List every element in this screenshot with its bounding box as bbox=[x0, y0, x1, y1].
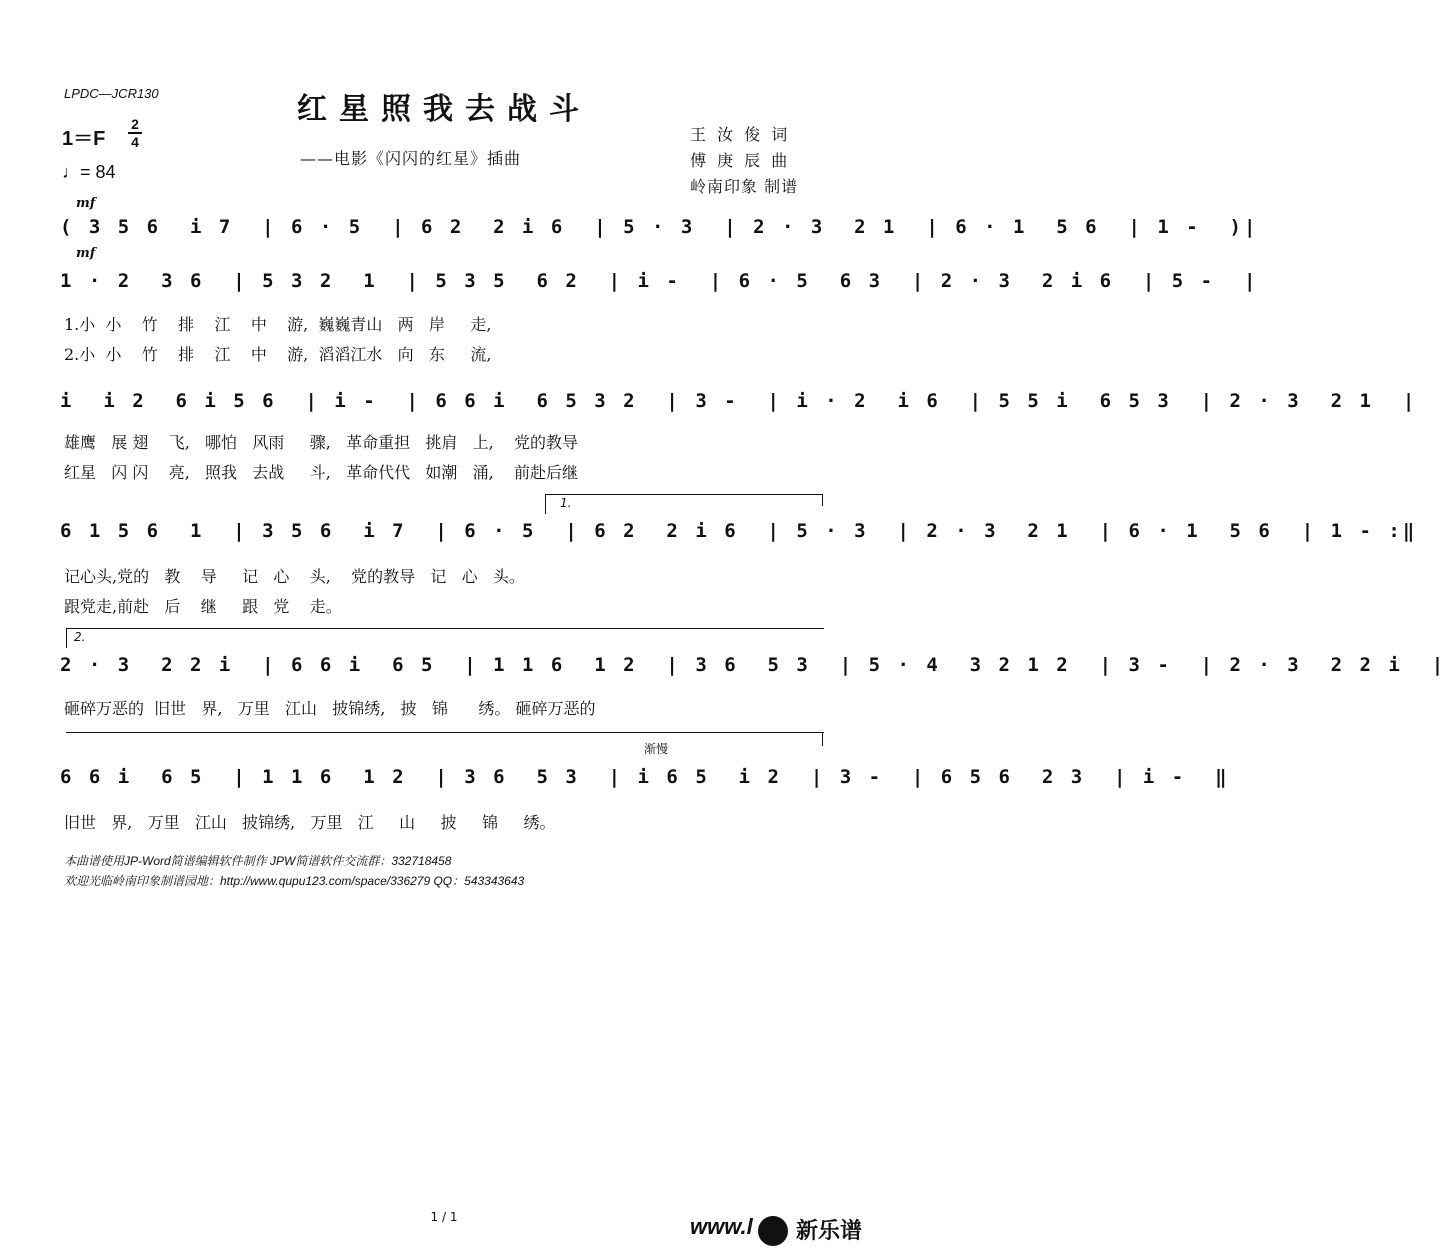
volta-label: 1. bbox=[560, 496, 572, 510]
footer-contact: 欢迎光临岭南印象制谱园地：http://www.qupu123.com/space/336279 QQ：543343643 bbox=[64, 874, 525, 888]
notation-row: 6 6 i 6 5 | 1 1 6 1 2 | 3 6 5 3 | i 6 5 i 2 | 3 - | 6 5 6 2 3 | i - ‖ bbox=[60, 766, 1230, 788]
notation-row: 1 · 2 3 6 | 5 3 2 1 | 5 3 5 6 2 | i - | 6 · 5 6 3 | 2 · 3 2 i 6 | 5 - | bbox=[60, 270, 1259, 292]
time-signature bbox=[128, 116, 142, 150]
record-logo-icon bbox=[758, 1216, 788, 1246]
volta-bracket-left bbox=[545, 494, 546, 514]
lyric-line: 雄鹰 展 翅 飞, 哪怕 风雨 骤, 革命重担 挑肩 上, 党的教导 bbox=[64, 433, 579, 452]
subtitle: ——电影《闪闪的红星》插曲 bbox=[300, 149, 522, 168]
watermark-brand: 新乐谱 bbox=[796, 1219, 863, 1244]
key-signature: 1＝F bbox=[62, 128, 106, 150]
volta-label: 2. bbox=[74, 630, 86, 644]
page-number: 1 / 1 bbox=[430, 1210, 458, 1224]
lyric-line: 2.小 小 竹 排 江 中 游, 滔滔江水 向 东 流, bbox=[64, 345, 492, 364]
score-code: LPDC—JCR130 bbox=[64, 86, 159, 101]
dynamic-mf: mf bbox=[76, 196, 96, 211]
volta-bracket bbox=[66, 628, 824, 629]
volta-bracket bbox=[66, 732, 824, 733]
lyric-line: 跟党走,前赴 后 继 跟 党 走。 bbox=[64, 597, 342, 616]
time-top: 2 bbox=[131, 116, 139, 132]
lyric-line: 旧世 界, 万里 江山 披锦绣, 万里 江 山 披 锦 绣。 bbox=[64, 813, 556, 832]
notation-row: i i 2 6 i 5 6 | i - | 6 6 i 6 5 3 2 | 3 - | i · 2 i 6 | 5 5 i 6 5 3 | 2 · 3 2 1 | bbox=[60, 390, 1418, 412]
composer-credit: 傅 庚 辰 曲 bbox=[690, 151, 791, 170]
footer-software-note: 本曲谱使用JP-Word简谱编辑软件制作 JPW简谱软件交流群：332718458 bbox=[64, 854, 452, 868]
watermark-url: www.l bbox=[690, 1214, 753, 1239]
lyric-line: 记心头,党的 教 导 记 心 头, 党的教导 记 心 头。 bbox=[64, 567, 525, 586]
arranger-credit: 岭南印象 制谱 bbox=[690, 177, 799, 196]
dynamic-mf: mf bbox=[76, 246, 96, 261]
notation-row-intro: ( 3 5 6 i 7 | 6 · 5 | 6 2 2 i 6 | 5 · 3 | 2 · 3 2 1 | 6 · 1 5 6 | 1 - )| bbox=[60, 216, 1259, 238]
tempo-change-mark: 渐慢 bbox=[644, 742, 669, 756]
lyric-line: 砸碎万恶的 旧世 界, 万里 江山 披锦绣, 披 锦 绣。 砸碎万恶的 bbox=[64, 699, 596, 718]
notation-row: 6 1 5 6 1 | 3 5 6 i 7 | 6 · 5 | 6 2 2 i 6 | 5 · 3 | 2 · 3 2 1 | 6 · 1 5 6 | 1 - :‖ bbox=[60, 520, 1418, 542]
lyric-line: 1.小 小 竹 排 江 中 游, 巍巍青山 两 岸 走, bbox=[64, 315, 492, 334]
volta-bracket-right bbox=[822, 732, 823, 746]
page-title: 红星照我去战斗 bbox=[297, 92, 591, 127]
time-bottom: 4 bbox=[131, 134, 139, 150]
lyricist-credit: 王 汝 俊 词 bbox=[690, 125, 791, 144]
tempo-marking: ♩= 84 bbox=[62, 162, 116, 182]
volta-bracket bbox=[545, 494, 823, 495]
lyric-line: 红星 闪 闪 亮, 照我 去战 斗, 革命代代 如潮 涌, 前赴后继 bbox=[64, 463, 579, 482]
volta-bracket-left bbox=[66, 628, 67, 648]
notation-row: 2 · 3 2 2 i | 6 6 i 6 5 | 1 1 6 1 2 | 3 6 5 3 | 5 · 4 3 2 1 2 | 3 - | 2 · 3 2 2 i | bbox=[60, 654, 1446, 676]
volta-bracket-right bbox=[822, 494, 823, 506]
